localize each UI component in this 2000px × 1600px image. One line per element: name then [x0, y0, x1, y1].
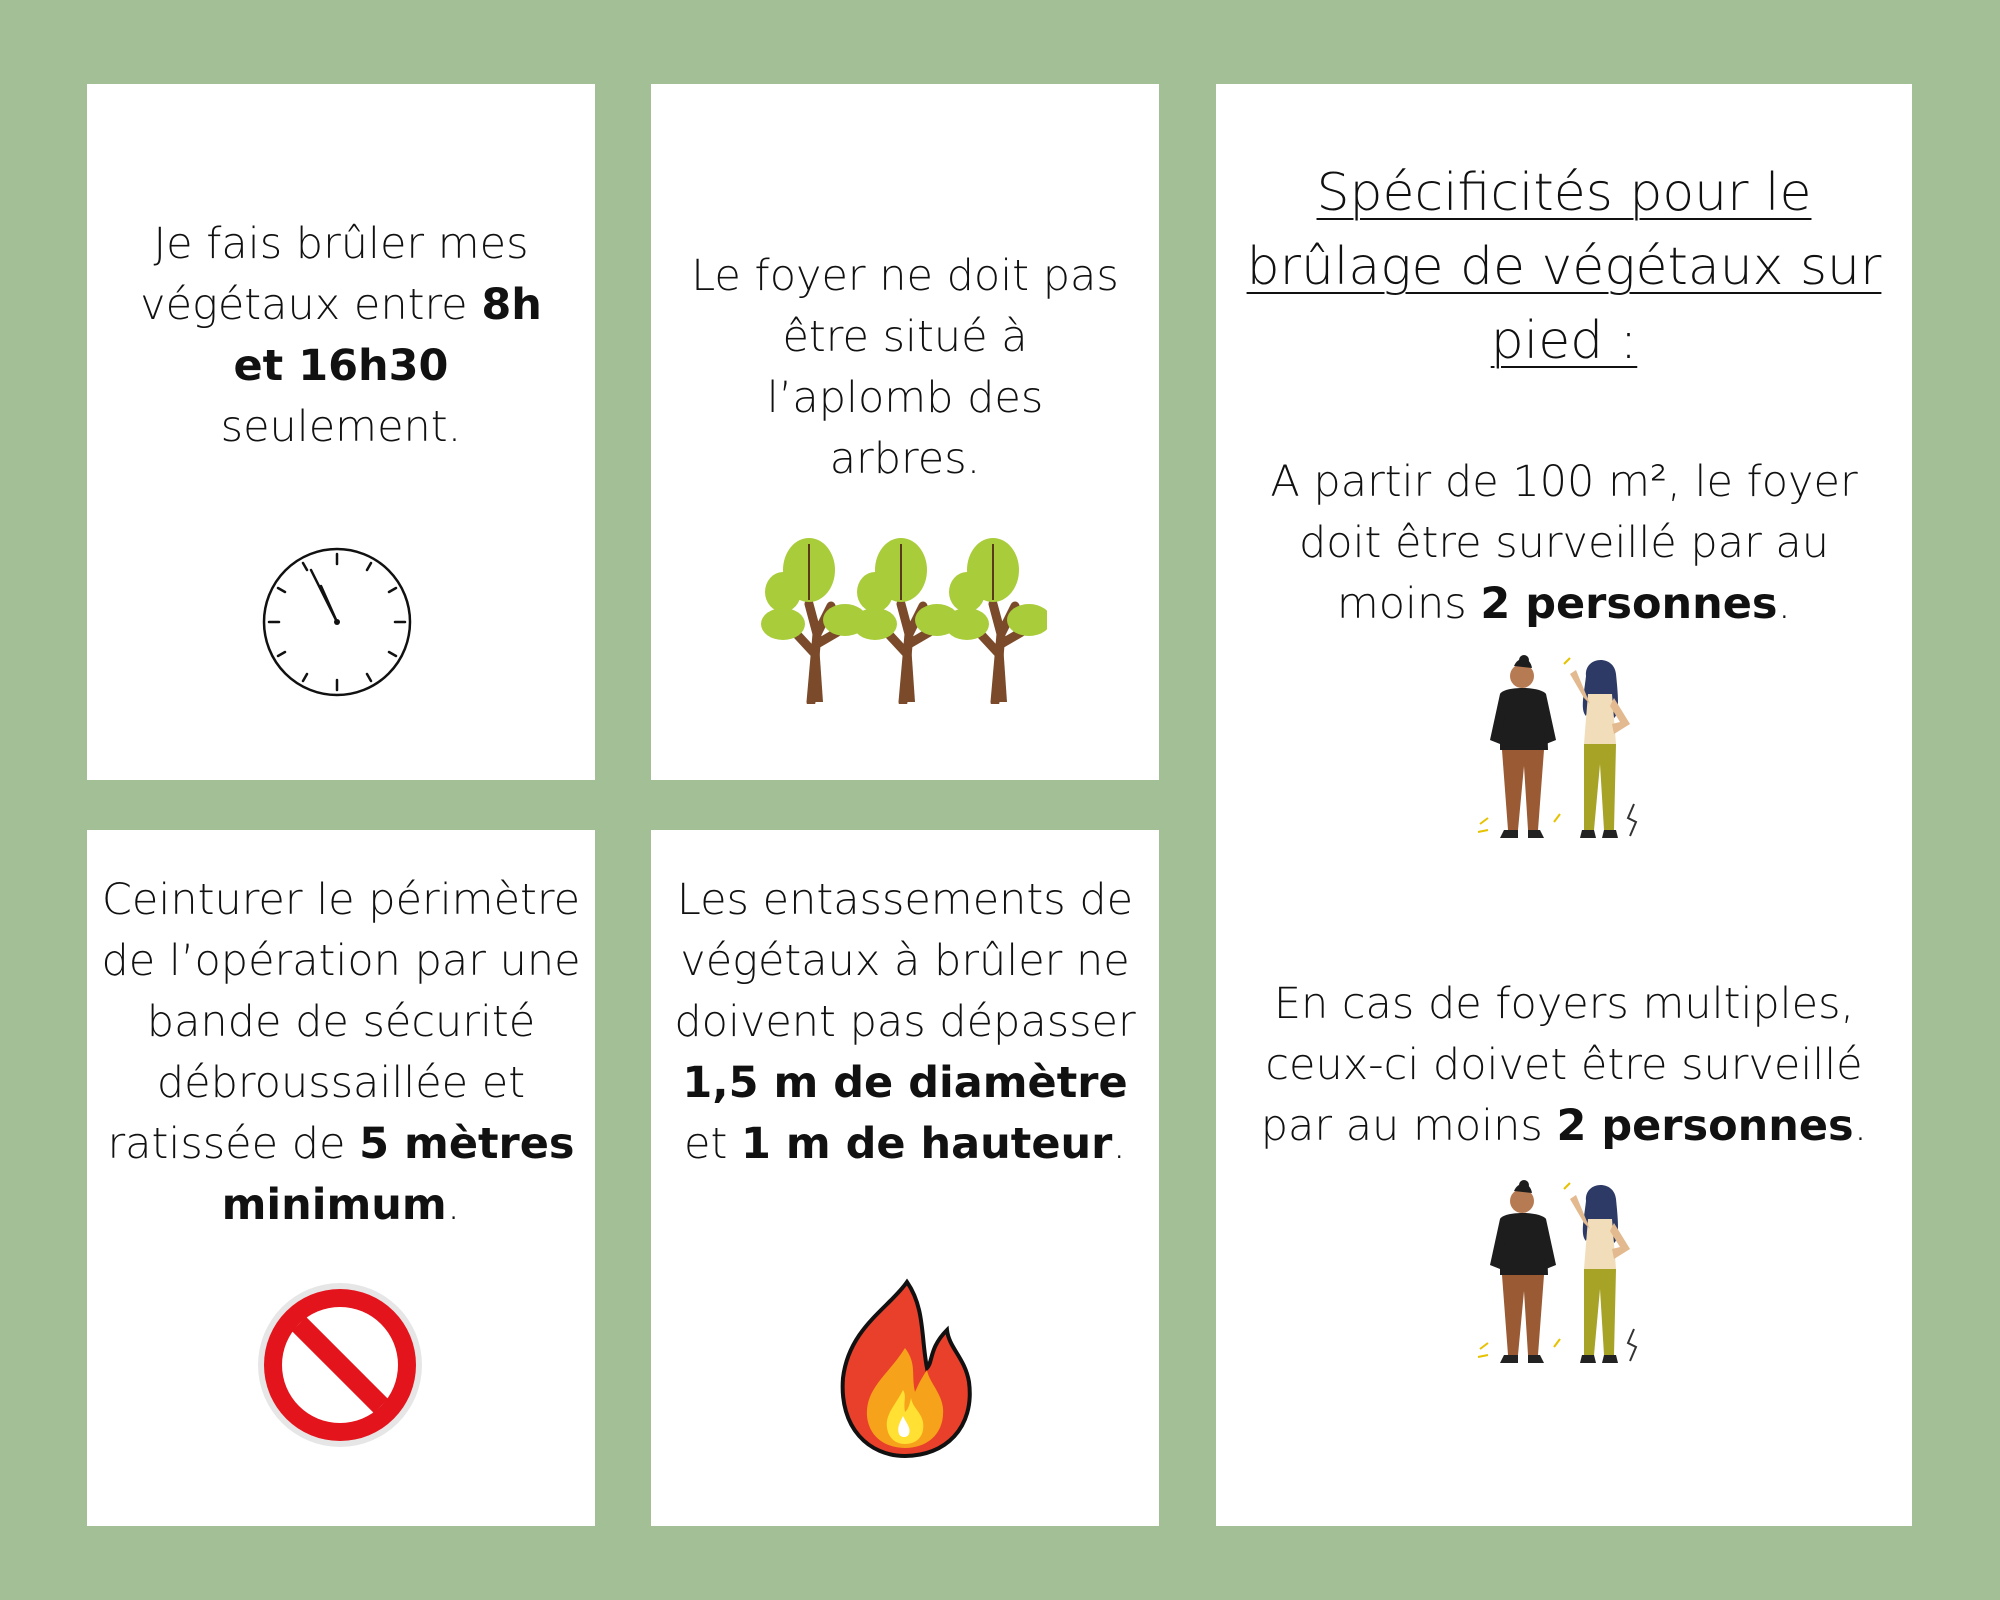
safety-belt-text	[87, 870, 595, 1236]
not-under-trees-text: Le foyer ne doit pas être situé à l’aplomb des arbres.	[691, 251, 1119, 484]
burning-hours-text	[87, 214, 595, 458]
pile-size-text	[651, 870, 1159, 1175]
clock-icon	[261, 546, 413, 698]
pile-size-mid: et	[683, 1119, 741, 1169]
specifics-paragraph-1-end: .	[1777, 579, 1792, 629]
burning-hours-bold: 8h et 16h30	[233, 280, 542, 391]
card-not-under-trees	[651, 84, 1159, 780]
card-safety-belt	[87, 830, 595, 1526]
safety-belt-body: Ceinturer le périmètre de l’opération par une bande de sécurité débroussaillée et ratissée de	[101, 875, 581, 1169]
specifics-paragraph-2-body: En cas de foyers multiples, ceux-ci doivet être surveillé par au moins	[1260, 979, 1863, 1151]
card-burning-hours	[87, 84, 595, 780]
trees-icon	[761, 524, 1047, 704]
burning-hours-line-2: végétaux entre	[140, 280, 482, 330]
card-pile-size	[651, 830, 1159, 1526]
burning-hours-line-1: Je fais brûler mes	[153, 219, 529, 269]
specifics-paragraph-2	[1216, 974, 1912, 1157]
specifics-paragraph-1-bold: 2 personnes	[1480, 579, 1778, 629]
safety-belt-bold: 5 mètres minimum	[221, 1119, 575, 1230]
people-icon	[1474, 654, 1654, 854]
specifics-paragraph-2-end: .	[1853, 1101, 1868, 1151]
pile-size-bold-diameter: 1,5 m de diamètre	[682, 1058, 1128, 1108]
pile-size-body: Les entassements de végétaux à brûler ne doivent pas dépasser	[674, 875, 1136, 1047]
fire-icon	[829, 1278, 979, 1460]
no-entry-icon	[255, 1280, 425, 1450]
pile-size-bold-height: 1 m de hauteur	[740, 1119, 1113, 1169]
card-specifics	[1216, 84, 1912, 1526]
specifics-paragraph-2-bold: 2 personnes	[1556, 1101, 1854, 1151]
safety-belt-end: .	[446, 1180, 461, 1230]
people-icon	[1474, 1179, 1654, 1379]
specifics-paragraph-1	[1216, 452, 1912, 635]
burning-hours-line-3: seulement.	[220, 402, 462, 452]
specifics-paragraph-1-body: A partir de 100 m², le foyer doit être surveillé par au moins	[1270, 457, 1858, 629]
pile-size-end: .	[1112, 1119, 1126, 1169]
specifics-title: Spécificités pour le brûlage de végétaux sur pied :	[1246, 163, 1882, 371]
